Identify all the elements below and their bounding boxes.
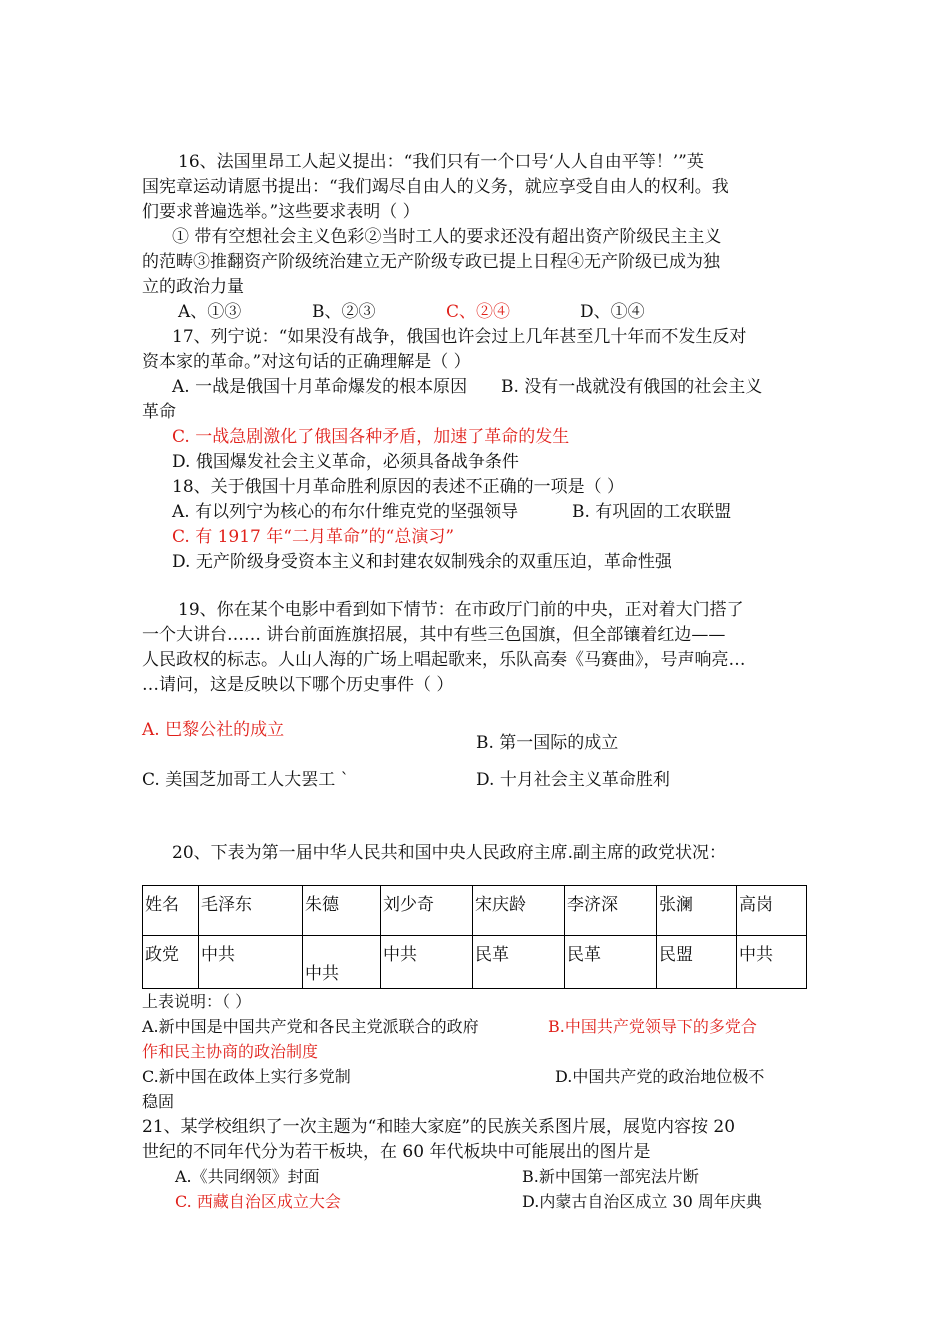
q20-option-a: A.新中国是中国共产党和各民主党派联合的政府 bbox=[142, 1017, 479, 1036]
q19-line-2: 一个大讲台…… 讲台前面旌旗招展，其中有些三色国旗，但全部镶着红边—— bbox=[142, 625, 726, 645]
table-cell: 政党 bbox=[143, 936, 199, 989]
table-cell: 宋庆龄 bbox=[473, 886, 565, 936]
table-row-names bbox=[143, 886, 807, 936]
q16-option-d: D、①④ bbox=[580, 302, 645, 322]
q17-option-b: B. 没有一战就没有俄国的社会主义 bbox=[501, 377, 763, 397]
q21-option-a: A.《共同纲领》封面 bbox=[175, 1167, 320, 1186]
q16-line-2: 国宪章运动请愿书提出：“我们竭尽自由人的义务，就应享受自由人的权利。我 bbox=[142, 177, 729, 197]
table-cell: 民盟 bbox=[657, 936, 737, 989]
q16-line-3: 们要求普遍选举。”这些要求表明（ ） bbox=[142, 202, 420, 222]
q16-line-1: 16、法国里昂工人起义提出：“我们只有一个口号‘人人自由平等！’”英 bbox=[178, 152, 704, 172]
table-cell: 民革 bbox=[565, 936, 657, 989]
q16-line-4: ① 带有空想社会主义色彩②当时工人的要求还没有超出资产阶级民主主义 bbox=[172, 227, 722, 247]
q17-option-d: D. 俄国爆发社会主义革命，必须具备战争条件 bbox=[172, 452, 519, 472]
q17-option-a: A. 一战是俄国十月革命爆发的根本原因 bbox=[172, 377, 468, 397]
party-table bbox=[142, 885, 807, 989]
q18-option-c: C. 有 1917 年“二月革命”的“总演习” bbox=[172, 527, 455, 547]
table-cell: 姓名 bbox=[143, 886, 199, 936]
q17-option-c: C. 一战急剧激化了俄国各种矛盾，加速了革命的发生 bbox=[172, 427, 570, 447]
q19-line-3: 人民政权的标志。人山人海的广场上唱起歌来，乐队高奏《马赛曲》，号声响亮… bbox=[142, 650, 746, 670]
q18-option-d: D. 无产阶级身受资本主义和封建农奴制残余的双重压迫，革命性强 bbox=[172, 552, 672, 572]
q20-option-d: D.中国共产党的政治地位极不 bbox=[555, 1067, 765, 1086]
q21-option-c: C. 西藏自治区成立大会 bbox=[175, 1192, 341, 1211]
q19-line-4: …请问，这是反映以下哪个历史事件（ ） bbox=[142, 675, 454, 695]
q17-line-1: 17、列宁说：“如果没有战争，俄国也许会过上几年甚至几十年而不发生反对 bbox=[172, 327, 747, 347]
q21-line-2: 世纪的不同年代分为若干板块，在 60 年代板块中可能展出的图片是 bbox=[142, 1142, 651, 1162]
table-cell: 毛泽东 bbox=[199, 886, 303, 936]
table-cell: 中共 bbox=[381, 936, 473, 989]
q20-option-b: B.中国共产党领导下的多党合 bbox=[548, 1017, 757, 1036]
q19-option-b: B. 第一国际的成立 bbox=[476, 733, 619, 753]
q20-option-b-cont: 作和民主协商的政治制度 bbox=[142, 1042, 319, 1061]
table-cell: 中共 bbox=[303, 936, 381, 989]
q18-stem: 18、关于俄国十月革命胜利原因的表述不正确的一项是（ ） bbox=[172, 477, 625, 497]
q21-option-d: D.内蒙古自治区成立 30 周年庆典 bbox=[522, 1192, 762, 1211]
table-row-parties bbox=[143, 936, 807, 989]
q20-option-c: C.新中国在政体上实行多党制 bbox=[142, 1067, 351, 1086]
q18-option-b: B. 有巩固的工农联盟 bbox=[572, 502, 732, 522]
table-cell: 民革 bbox=[473, 936, 565, 989]
q17-line-2: 资本家的革命。”对这句话的正确理解是（ ） bbox=[142, 352, 471, 372]
q20-option-d-cont: 稳固 bbox=[142, 1092, 175, 1111]
q19-option-d: D. 十月社会主义革命胜利 bbox=[476, 770, 670, 790]
table-cell: 中共 bbox=[199, 936, 303, 989]
table-cell: 朱德 bbox=[303, 886, 381, 936]
q19-option-a: A. 巴黎公社的成立 bbox=[142, 720, 285, 740]
q19-line-1: 19、你在某个电影中看到如下情节：在市政厅门前的中央，正对着大门搭了 bbox=[178, 600, 744, 620]
table-cell: 李济深 bbox=[565, 886, 657, 936]
q18-option-a: A. 有以列宁为核心的布尔什维克党的坚强领导 bbox=[172, 502, 519, 522]
q16-line-5: 的范畴③推翻资产阶级统治建立无产阶级专政已提上日程④无产阶级已成为独 bbox=[142, 252, 720, 272]
q21-line-1: 21、某学校组织了一次主题为“和睦大家庭”的民族关系图片展，展览内容按 20 bbox=[142, 1117, 736, 1137]
q21-option-b: B.新中国第一部宪法片断 bbox=[522, 1167, 699, 1186]
q16-option-c: C、②④ bbox=[446, 302, 511, 322]
q17-option-b-cont: 革命 bbox=[142, 402, 176, 422]
table-cell: 刘少奇 bbox=[381, 886, 473, 936]
q20-stem: 20、下表为第一届中华人民共和国中央人民政府主席.副主席的政党状况： bbox=[172, 843, 727, 863]
q16-option-b: B、②③ bbox=[312, 302, 376, 322]
q20-prompt: 上表说明：（ ） bbox=[142, 992, 252, 1011]
table-cell: 高岗 bbox=[737, 886, 807, 936]
q19-option-c: C. 美国芝加哥工人大罢工 ` bbox=[142, 770, 350, 790]
table-cell: 张澜 bbox=[657, 886, 737, 936]
q16-option-a: A、①③ bbox=[178, 302, 242, 322]
table-cell: 中共 bbox=[737, 936, 807, 989]
q16-line-6: 立的政治力量 bbox=[142, 277, 244, 297]
